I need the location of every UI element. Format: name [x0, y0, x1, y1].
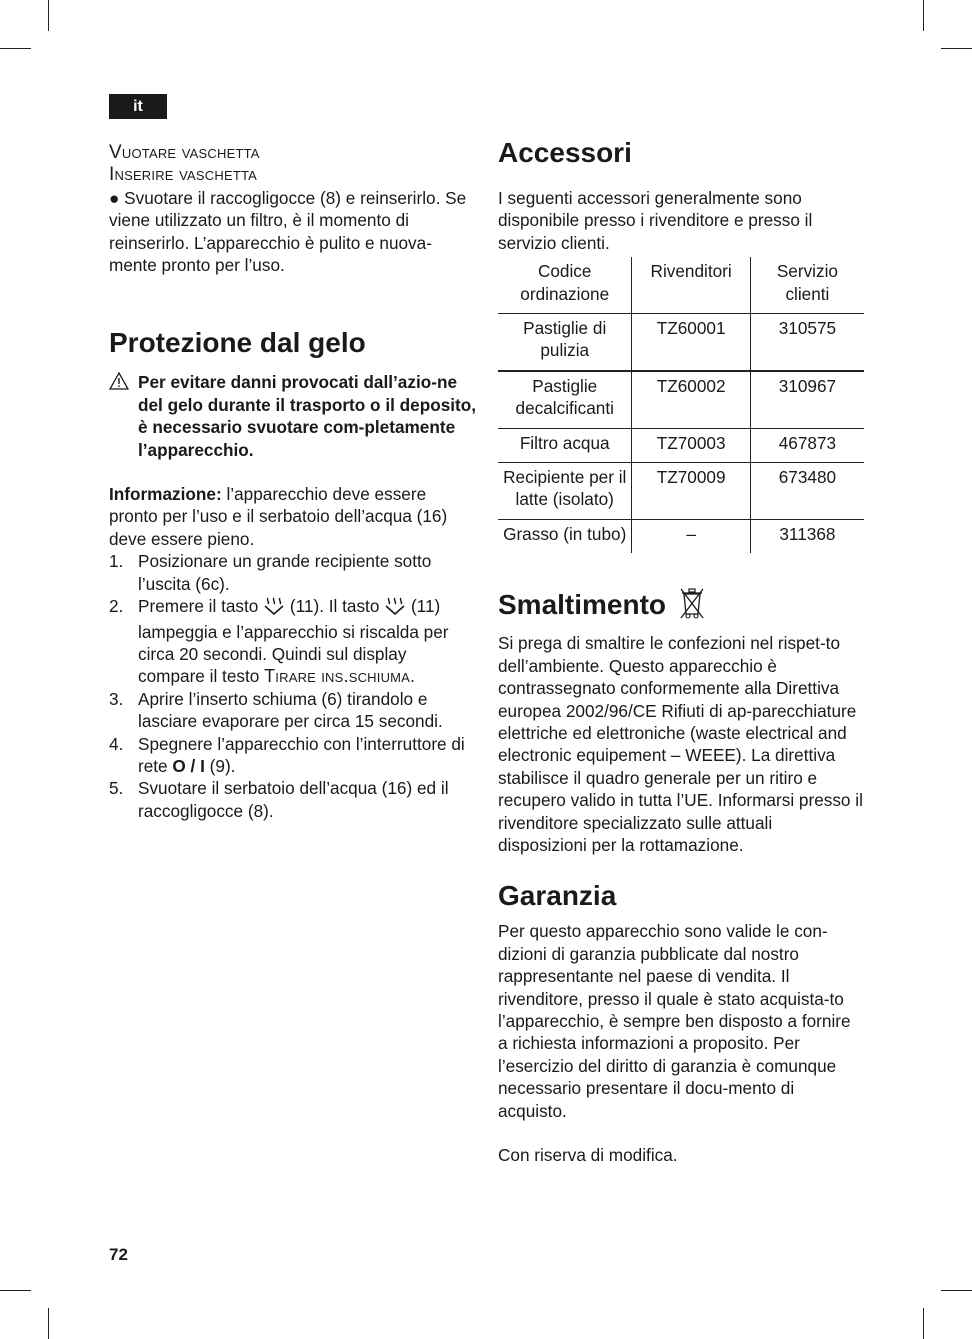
- warning-triangle-icon: [109, 372, 129, 395]
- table-header-cell: Codice ordinazione: [520, 261, 610, 304]
- table-row: [498, 428, 864, 462]
- table-cell: –: [632, 519, 750, 553]
- disposal-title: [498, 586, 864, 628]
- warranty-title: Garanzia: [498, 880, 617, 912]
- list-item: [109, 550, 477, 595]
- table-cell: Pastiglie di pulizia: [498, 314, 632, 371]
- table-cell: Recipiente per il latte (isolato): [498, 463, 632, 520]
- table-cell: 311368: [750, 519, 864, 553]
- disposal-title-text: Smaltimento: [498, 589, 667, 621]
- table-cell: Pastiglie decalcificanti: [498, 371, 632, 428]
- step-number: 5.: [109, 778, 124, 799]
- table-row: [498, 519, 864, 553]
- frost-warning: [109, 371, 477, 461]
- step-number: 4.: [109, 733, 124, 754]
- step-text: (11). Il tasto: [285, 596, 385, 617]
- list-item: [109, 595, 477, 688]
- page-number: 72: [109, 1245, 128, 1264]
- crop-mark: [48, 1308, 49, 1339]
- steam-icon: [384, 597, 406, 620]
- warranty-text: Per questo apparecchio sono valide le con-dizioni di garanzia pubblicate dal nostro rappresentante nel paese di vendita. Il rivenditore, presso il quale è stato acquista-to l’apparecchio, è sempre ben disposto a fornire a richiesta informazioni a proposito. Per l’esercizio del diritto di garanzia è comunque necessario presentare il docu-mento di acquisto.: [498, 921, 851, 1121]
- table-header-cell: Servizio clienti: [776, 261, 838, 304]
- info-paragraph: [109, 483, 477, 550]
- crop-mark: [941, 1290, 972, 1291]
- crossed-bin-icon: [678, 586, 706, 628]
- accessories-table: [498, 257, 864, 553]
- table-cell: 310967: [750, 371, 864, 428]
- step-text: Premere il tasto: [138, 596, 264, 617]
- step-number: 2.: [109, 596, 124, 617]
- step-text: (11) lampeggia e l’apparecchio si riscalda per circa 20 secondi. Quindi sul display compare il testo: [138, 596, 449, 687]
- step-number: 3.: [109, 688, 124, 709]
- left-column: [109, 142, 477, 822]
- step-text: Aprire l’inserto schiuma (6) tirandolo e lasciare evaporare per circa 15 secondi.: [138, 688, 443, 732]
- steam-icon: [263, 597, 285, 620]
- crop-mark: [0, 48, 31, 49]
- disposal-text: Si prega di smaltire le confezioni nel rispet-to dell’ambiente. Questo apparecchio è contrassegnato conformemente alla Direttiva europea 2002/96/CE Rifiuti di ap-parecchiature elettriche ed elettroniche (waste electrical and electronic equipement – WEEE). La direttiva stabilisce il quadro generale per un ritiro e recupero valido in tutta l’UE. Informarsi presso il rivenditore specializzato sulle attuali disposizioni per la rottamazione.: [498, 633, 863, 855]
- table-row: [498, 463, 864, 520]
- table-row: [498, 371, 864, 428]
- language-tab: it: [109, 94, 167, 119]
- step-text: .: [410, 666, 415, 687]
- step-number: 1.: [109, 551, 124, 572]
- list-item: [109, 733, 477, 778]
- table-header-cell: Rivenditori: [632, 257, 750, 313]
- right-column: [498, 136, 864, 1166]
- list-item: [109, 688, 477, 733]
- table-cell: Grasso (in tubo): [498, 519, 632, 553]
- crop-mark: [923, 1308, 924, 1339]
- bullet-paragraph: ● Svuotare il raccogligocce (8) e reinserirlo. Se viene utilizzato un filtro, è il momento di reinserirlo. L’apparecchio è pulito e nuova-mente pronto per l’uso.: [109, 187, 467, 276]
- table-cell: TZ70003: [632, 428, 750, 462]
- crop-mark: [48, 0, 49, 31]
- list-item: [109, 777, 477, 822]
- info-text: l’apparecchio deve essere pronto per l’uso e il serbatoio dell’acqua (16) deve essere pieno.: [109, 484, 448, 549]
- accessories-intro: I seguenti accessori generalmente sono disponibile presso i rivenditore e presso il servizio clienti.: [498, 188, 813, 253]
- crop-mark: [0, 1290, 31, 1291]
- section-heading-empty-tray: Vuotare vaschetta: [109, 142, 260, 163]
- section-heading-insert-tray: Inserire vaschetta: [109, 164, 258, 186]
- steps-list: [109, 550, 477, 822]
- reserve-note: Con riserva di modifica.: [498, 1145, 678, 1165]
- table-header-row: [498, 257, 864, 313]
- step-text: Svuotare il serbatoio dell’acqua (16) ed il raccogligocce (8).: [138, 778, 449, 821]
- table-cell: TZ60001: [632, 314, 750, 371]
- step-text: (9).: [204, 755, 236, 776]
- power-switch-symbol: O / I: [172, 755, 205, 776]
- table-cell: 467873: [750, 428, 864, 462]
- table-cell: 310575: [750, 314, 864, 371]
- table-cell: TZ70009: [632, 463, 750, 520]
- display-text: Tirare ins.schiuma: [264, 666, 411, 687]
- frost-protection-title: Protezione dal gelo: [109, 327, 366, 359]
- step-text: Spegnere l’apparecchio con l’interruttore di rete: [138, 733, 465, 776]
- table-cell: Filtro acqua: [498, 428, 632, 462]
- accessories-title: Accessori: [498, 137, 632, 168]
- table-row: [498, 314, 864, 371]
- warning-text: Per evitare danni provocati dall’azio-ne del gelo durante il trasporto o il deposito, è necessario svuotare com-pletamente l’apparecchio.: [138, 372, 477, 460]
- table-cell: 673480: [750, 463, 864, 520]
- info-label: Informazione:: [109, 484, 222, 505]
- step-text: Posizionare un grande recipiente sotto l’uscita (6c).: [138, 551, 432, 594]
- crop-mark: [923, 0, 924, 31]
- crop-mark: [941, 48, 972, 49]
- table-cell: TZ60002: [632, 371, 750, 428]
